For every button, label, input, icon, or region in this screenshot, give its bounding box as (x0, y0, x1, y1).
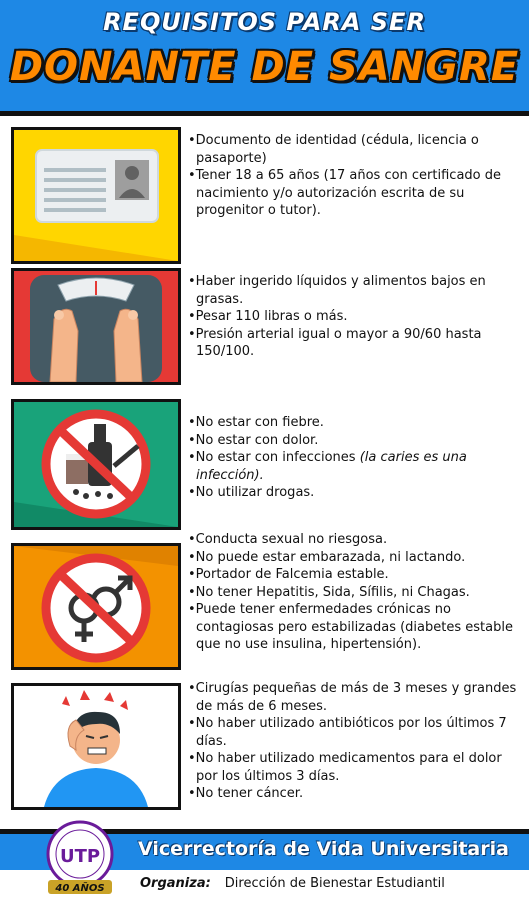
list-item: • Haber ingerido líquidos y alimentos bajos en grasas. (188, 273, 523, 308)
requirement-list-5 (188, 680, 523, 803)
list-item: • Tener 18 a 65 años (17 años con certificado de nacimiento y/o autorización escrita de su progenitor o tutor). (188, 167, 523, 220)
id-card-icon (14, 130, 178, 261)
requirement-panel-weight (11, 268, 181, 385)
headache-person-icon (14, 686, 178, 807)
header-title-main: DONANTE DE SANGRE (9, 44, 520, 90)
requirement-panel-id (11, 127, 181, 264)
footer-organizer (140, 876, 445, 891)
no-sex-icon (14, 546, 178, 667)
university-logo (38, 818, 122, 898)
list-item: • No haber utilizado antibióticos por los últimos 7 días. (188, 715, 523, 750)
list-item-text: No estar con infecciones (195, 450, 356, 465)
list-item: • No tener Hepatitis, Sida, Sífilis, ni Chagas. (188, 584, 523, 602)
requirement-list-4 (188, 531, 523, 654)
list-item: • Documento de identidad (cédula, licencia o pasaporte) (188, 132, 523, 167)
list-item (188, 449, 523, 484)
requirement-list-1 (188, 132, 523, 220)
scale-icon (14, 271, 178, 382)
header-divider (0, 111, 529, 116)
requirement-panel-health (11, 399, 181, 530)
list-item: • Conducta sexual no riesgosa. (188, 531, 523, 549)
header-title-top: REQUISITOS PARA SER (103, 8, 426, 36)
requirement-panel-conduct (11, 543, 181, 670)
footer-title: Vicerrectoría de Vida Universitaria (138, 838, 509, 860)
logo-badge: 40 AÑOS (55, 883, 105, 894)
list-item: • No utilizar drogas. (188, 484, 523, 502)
list-item: • Pesar 110 libras o más. (188, 308, 523, 326)
list-item: • No estar con fiebre. (188, 414, 523, 432)
list-item: • No tener cáncer. (188, 785, 523, 803)
list-item-note: (la caries es una infección). (196, 450, 467, 483)
requirement-panel-medical (11, 683, 181, 810)
list-item: • Presión arterial igual o mayor a 90/60 hasta 150/100. (188, 326, 523, 361)
logo-letters: UTP (59, 846, 101, 867)
organizer-value: Dirección de Bienestar Estudiantil (224, 876, 445, 891)
requirement-list-2 (188, 273, 523, 361)
list-item: • No haber utilizado medicamentos para el dolor por los últimos 3 días. (188, 750, 523, 785)
list-item: • No puede estar embarazada, ni lactando. (188, 549, 523, 567)
list-item: • Portador de Falcemia estable. (188, 566, 523, 584)
list-item: • Cirugías pequeñas de más de 3 meses y grandes de más de 6 meses. (188, 680, 523, 715)
list-item: • Puede tener enfermedades crónicas no contagiosas pero estabilizadas (diabetes estable que no use insulina, hipertensión). (188, 601, 523, 654)
organizer-label: Organiza: (140, 876, 211, 891)
no-alcohol-drugs-icon (14, 402, 178, 527)
requirement-list-3 (188, 414, 523, 502)
list-item: • No estar con dolor. (188, 432, 523, 450)
